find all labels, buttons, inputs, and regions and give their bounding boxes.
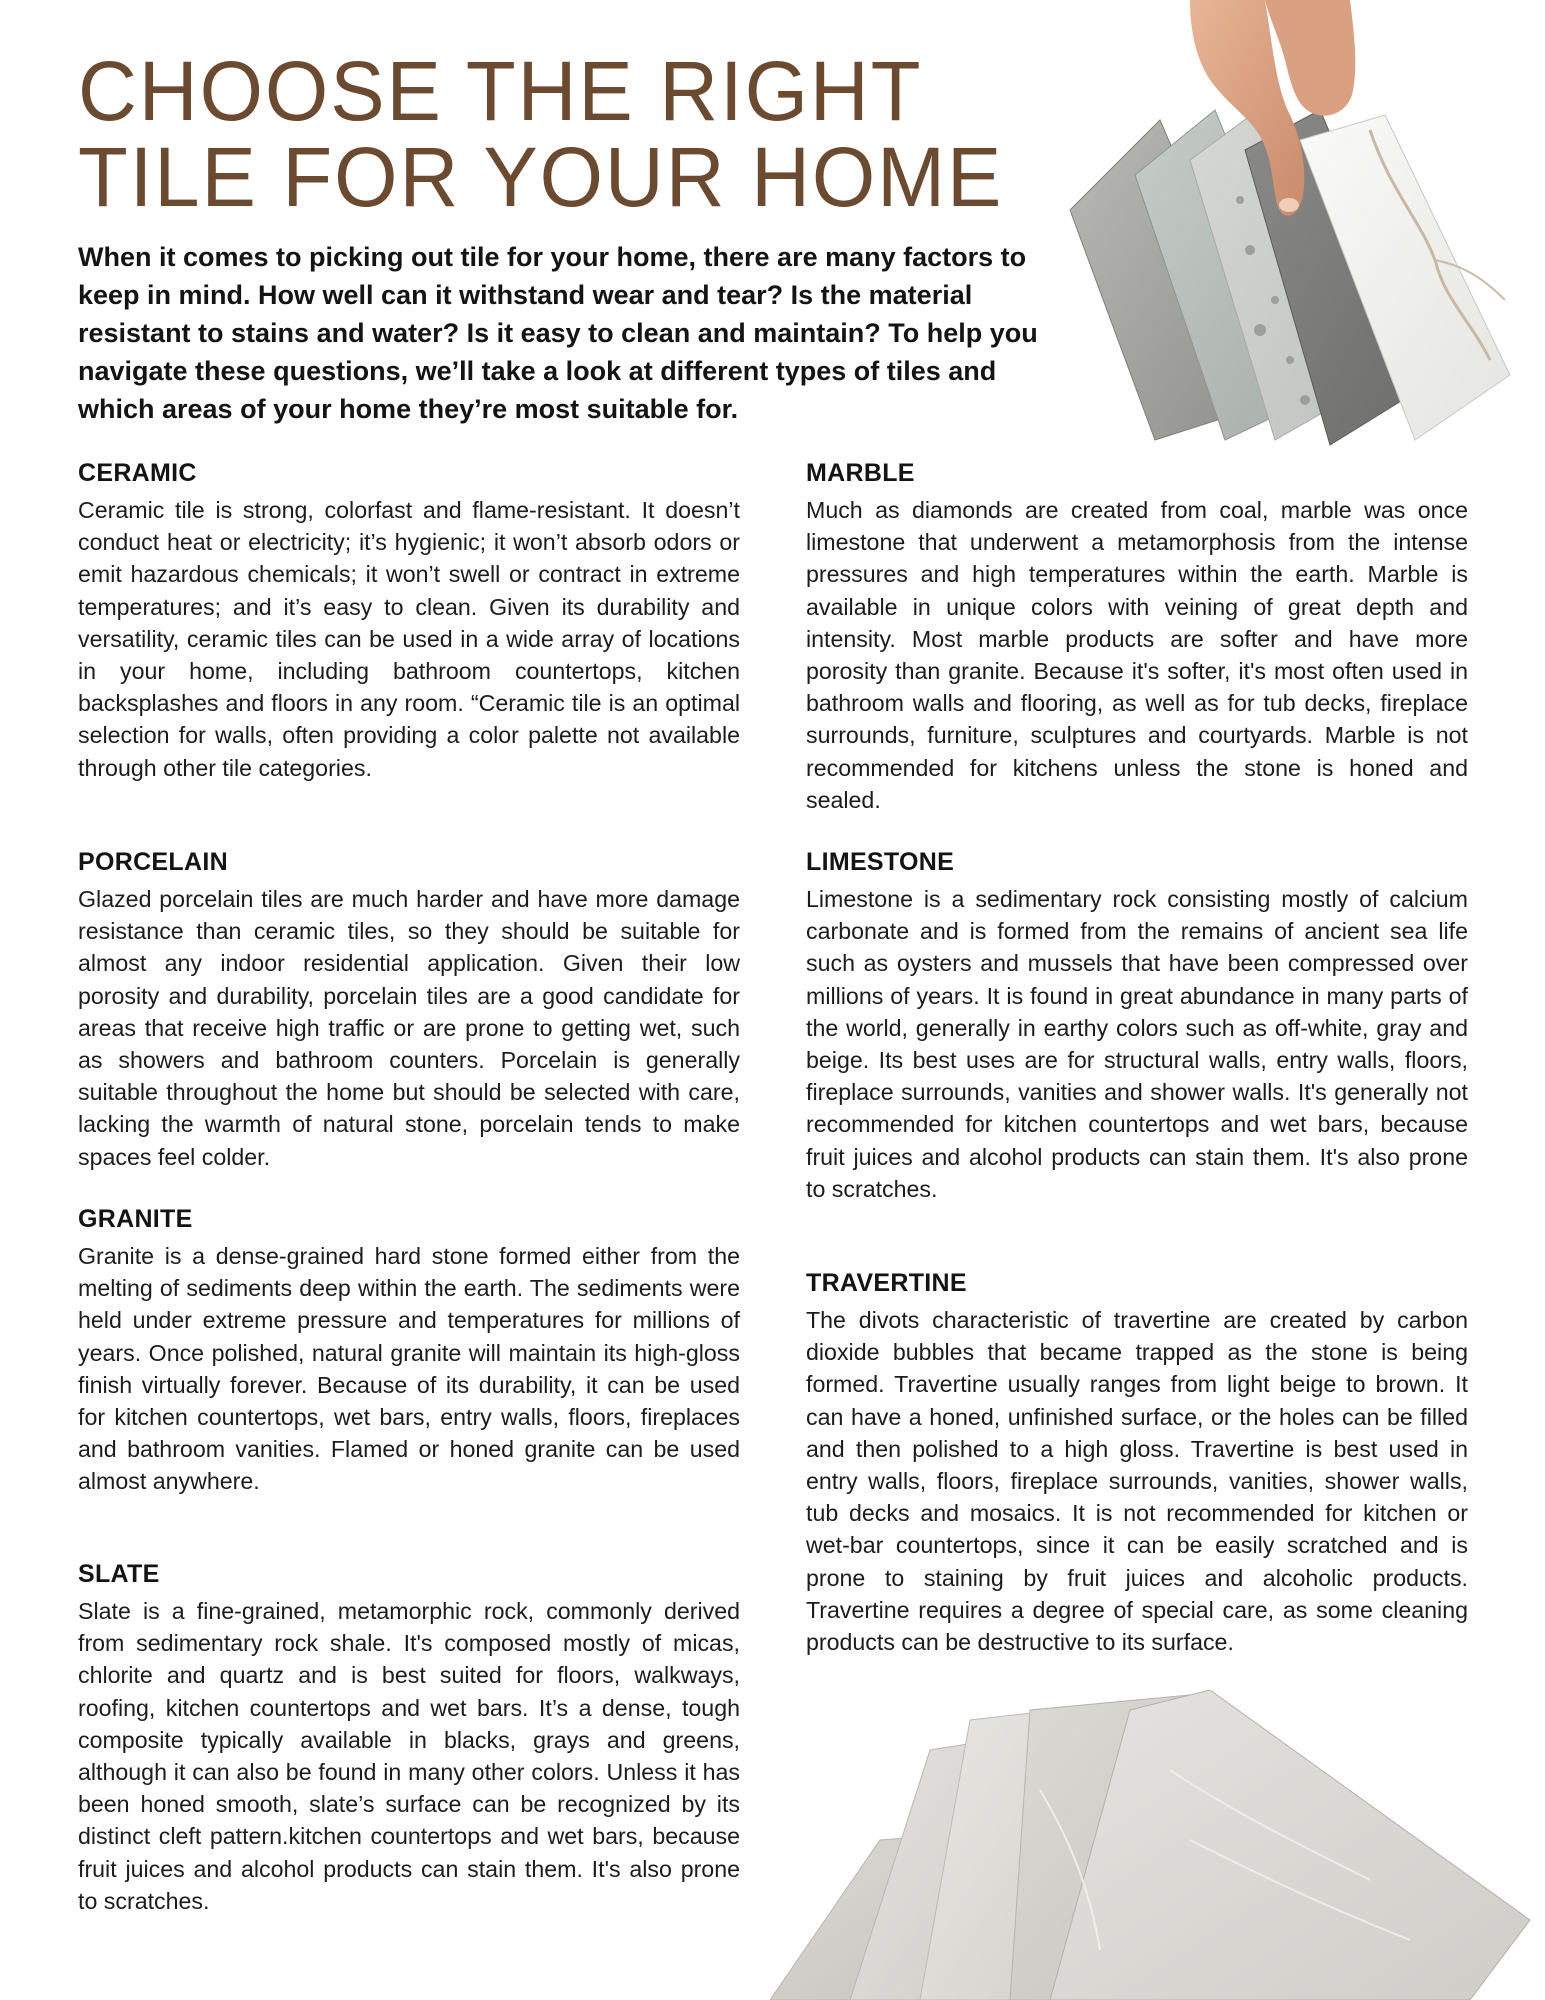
- section-body: Granite is a dense-grained hard stone formed either from the melting of sediments deep within the earth. The sediments were held under extreme pressure and temperatures for millions of years. Once polished, natural granite will maintain its high-gloss finish virtually forever. Because of its durability, it can be used for kitchen countertops, wet bars, entry walls, floors, fireplaces and bathroom vanities. Flamed or honed granite can be used almost anywhere.: [78, 1243, 740, 1495]
- section-body: Glazed porcelain tiles are much harder and have more damage resistance than ceramic tiles, so they should be suitable for almost any indoor residential application. Given their low porosity and durability, porcelain tiles are a good candidate for areas that receive high traffic or are prone to getting wet, such as showers and bathroom counters. Porcelain is generally suitable throughout the home but should be selected with care, lacking the warmth of natural stone, porcelain tends to make spaces feel colder.: [78, 886, 740, 1170]
- section-body: Slate is a fine-grained, metamorphic rock, commonly derived from sedimentary rock shale. It's composed mostly of micas, chlorite and quartz and is best suited for floors, walkways, roofing, kitchen countertops and wet bars. It’s a dense, tough composite typically available in blacks, grays and greens, although it can also be found in many other colors. Unless it has been honed smooth, slate’s surface can be recognized by its distinct cleft pattern.kitchen countertops and wet bars, because fruit juices and alcohol products can stain them. It's also prone to scratches.: [78, 1598, 740, 1914]
- fanned-stone-tiles-image: [770, 1690, 1545, 2000]
- page-title: CHOOSE THE RIGHT TILE FOR YOUR HOME: [78, 44, 1004, 224]
- section-heading: LIMESTONE: [806, 848, 955, 876]
- section-body: Limestone is a sedimentary rock consisting mostly of calcium carbonate and is formed from the remains of ancient sea life such as oysters and mussels that have been compressed over millions of years. It is found in great abundance in many parts of the world, generally in earthy colors such as off-white, gray and beige. Its best uses are for structural walls, entry walls, floors, fireplace surrounds, vanities and shower walls. It's generally not recommended for kitchen countertops and wet bars, because fruit juices and alcohol products can stain them. It's also prone to scratches.: [806, 886, 1468, 1202]
- section-granite: [78, 1202, 740, 1498]
- section-travertine: [806, 1266, 1468, 1658]
- tile-samples-hand-image: [1040, 0, 1545, 450]
- section-heading: PORCELAIN: [78, 848, 228, 876]
- section-body: The divots characteristic of travertine are created by carbon dioxide bubbles that became trapped as the stone is being formed. Travertine usually ranges from light beige to brown. It can have a honed, unfinished surface, or the holes can be filled and then polished to a high gloss. Travertine is best used in entry walls, floors, fireplace surrounds, vanities, shower walls, tub decks and mosaics. It is not recommended for kitchen or wet-bar countertops, since it can be easily scratched and is prone to staining by fruit juices and alcoholic products. Travertine requires a degree of special care, as some cleaning products can be destructive to its surface.: [806, 1307, 1468, 1656]
- section-porcelain: [78, 845, 740, 1173]
- section-body: Ceramic tile is strong, colorfast and flame-resistant. It doesn’t conduct heat or electricity; it’s hygienic; it won’t absorb odors or emit hazardous chemicals; it won’t swell or contract in extreme temperatures; and it’s easy to clean. Given its durability and versatility, ceramic tiles can be used in a wide array of locations in your home, including bathroom countertops, kitchen backsplashes and floors in any room. “Ceramic tile is an optimal selection for walls, often providing a color palette not available through other tile categories.: [78, 497, 740, 781]
- section-limestone: [806, 845, 1468, 1205]
- section-ceramic: [78, 456, 740, 784]
- section-slate: [78, 1557, 740, 1917]
- section-heading: GRANITE: [78, 1205, 193, 1233]
- section-heading: TRAVERTINE: [806, 1269, 967, 1297]
- section-marble: [806, 456, 1468, 816]
- section-heading: SLATE: [78, 1560, 160, 1588]
- intro-paragraph: When it comes to picking out tile for your home, there are many factors to keep in mind. How well can it withstand wear and tear? Is the material resistant to stains and water? Is it easy to clean and maintain? To help you navigate these questions, we’ll take a look at different types of tiles and which areas of your home they’re most suitable for.: [78, 242, 1038, 424]
- section-body: Much as diamonds are created from coal, marble was once limestone that underwent a metamorphosis from the intense pressures and high temperatures within the earth. Marble is available in unique colors with veining of great depth and intensity. Most marble products are softer and have more porosity than granite. Because it's softer, it's most often used in bathroom walls and flooring, as well as for tub decks, fireplace surrounds, furniture, sculptures and courtyards. Marble is not recommended for kitchens unless the stone is honed and sealed.: [806, 497, 1468, 813]
- section-heading: MARBLE: [806, 459, 915, 487]
- section-heading: CERAMIC: [78, 459, 197, 487]
